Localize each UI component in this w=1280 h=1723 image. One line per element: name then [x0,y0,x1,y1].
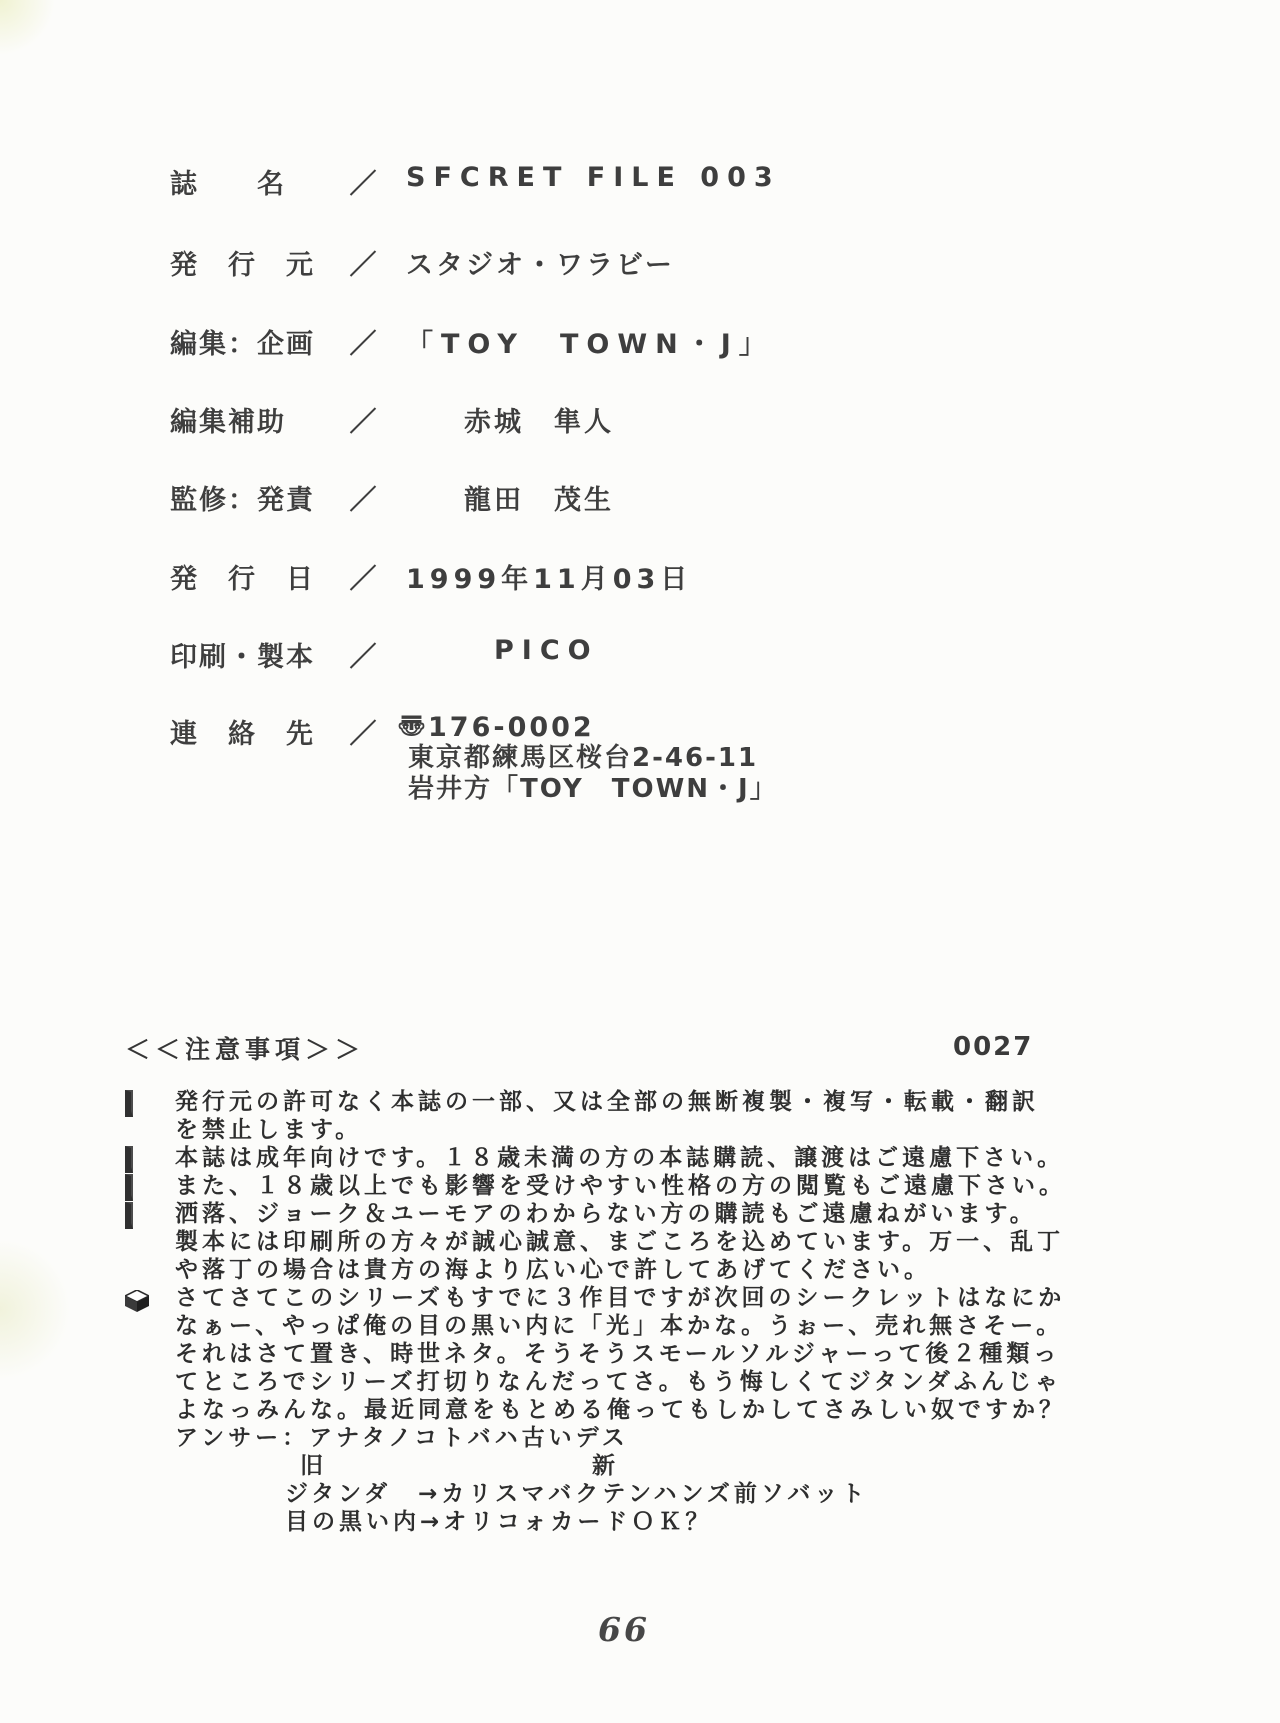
notices-header [125,1030,1195,1082]
notice-item [125,1144,1195,1172]
notice-line: や落丁の場合は貴方の海より広い心で許してあげてください。 [175,1257,931,1283]
answer-old-header: 旧 [300,1453,327,1479]
notice-line: 製本には印刷所の方々が誠心誠意、まごころを込めています。万一、乱丁 [175,1229,1065,1255]
notice-item [125,1200,1195,1228]
cube-bullet-icon [125,1288,149,1313]
square-bullet-icon [125,1204,149,1223]
field-label: 発 行 元 [170,250,315,281]
notice-line: 本誌は成年向けです。１８歳未満の方の本誌購読、譲渡はご遠慮下さい。 [175,1145,1065,1171]
notice-line: また、１８歳以上でも影響を受けやすい性格の方の閲覧もご遠慮下さい。 [175,1173,1066,1199]
field-label: 印刷・製本 [170,642,315,673]
address-line: 岩井方「TOY TOWN・J」 [408,774,778,804]
notice-item [125,1172,1195,1200]
slash-separator: ／ [349,169,377,200]
field-value: 「TOY TOWN・J」 [406,329,774,360]
notice-line: 洒落、ジョーク＆ユーモアのわからない方の購読もご遠慮ねがいます。 [175,1201,1037,1227]
slash-separator: ／ [349,407,377,438]
colophon-row-publisher [170,243,675,282]
notice-line: てところでシリーズ打切りなんだってさ。もう悔しくてジタンダふんじゃ [175,1369,1062,1395]
field-value: 赤城 隼人 [464,407,614,438]
field-label: 誌 名 [170,169,286,200]
slash-separator: ／ [349,485,377,516]
colophon-row-contact [170,712,778,805]
notice-line: よなっみんな。最近同意をもとめる俺ってもしかしてさみしい奴ですか？ [175,1397,1066,1423]
postal-code: 〠176-0002 [398,712,595,743]
notices-heading: ＜＜注意事項＞＞ [125,1035,366,1064]
field-label: 編集補助 [170,407,286,438]
slash-separator: ／ [349,642,377,673]
notice-text [175,1088,1039,1144]
field-value: PICO [494,635,599,666]
field-label: 監修：発責 [170,485,315,516]
field-value: スタジオ・ワラビー [406,250,675,281]
answer-row: 目の黒い内→オリコォカードＯＫ？ [285,1509,713,1535]
square-bullet-icon [125,1176,149,1195]
field-label: 連 絡 先 [170,719,315,750]
answer-new-header: 新 [592,1453,619,1479]
colophon-row-title [170,162,781,201]
field-label: 発 行 日 [170,564,315,595]
address-line: 東京都練馬区桜台2-46-11 [408,743,759,773]
notice-item [125,1284,1195,1536]
catalog-code: 0027 [953,1032,1034,1062]
slash-separator: ／ [349,329,377,360]
notice-text [175,1284,1066,1536]
square-bullet-icon [125,1092,149,1111]
notice-line: それはさて置き、時世ネタ。そうそうスモールソルジャーって後２種類っ [175,1341,1061,1367]
slash-separator: ／ [349,250,377,281]
contact-address-block [386,712,778,805]
field-value: 龍田 茂生 [464,485,614,516]
field-label: 編集：企画 [170,329,315,360]
notice-item [125,1088,1195,1144]
colophon-row-assistant [170,400,614,439]
square-bullet-icon [125,1148,149,1167]
page-number: 66 [598,1610,650,1649]
notice-line: さてさてこのシリーズもすでに３作目ですが次回のシークレットはなにか [175,1285,1066,1311]
colophon-row-editing [170,322,774,361]
colophon-row-printer [170,635,599,674]
notices-list [125,1088,1195,1536]
notice-item [125,1228,1195,1284]
notice-line: 発行元の許可なく本誌の一部、又は全部の無断複製・複写・転載・翻訳 [175,1089,1039,1115]
diamond-bullet-icon [125,1232,149,1251]
notice-line: アンサー：アナタノコトバハ古いデス [175,1425,629,1451]
slash-separator: ／ [349,719,377,750]
answer-row: ジタンダ →カリスマバクテンハンズ前ソバット [285,1481,869,1507]
answer-header-row [175,1452,1066,1480]
notice-line: なぁー、やっぱ俺の目の黒い内に「光」本かな。うぉー、売れ無さそー。 [175,1313,1064,1339]
colophon-row-supervisor [170,478,614,517]
slash-separator: ／ [349,564,377,595]
field-value: SFCRET FILE 003 [406,162,781,193]
field-value: 1999年11月03日 [406,564,693,595]
notices-section [125,1030,1195,1536]
colophon-row-date [170,557,692,596]
notice-text [175,1172,1066,1200]
notice-text [175,1228,1064,1284]
notice-text [175,1144,1064,1172]
notice-line: を禁止します。 [175,1117,363,1143]
notice-text [175,1200,1037,1228]
